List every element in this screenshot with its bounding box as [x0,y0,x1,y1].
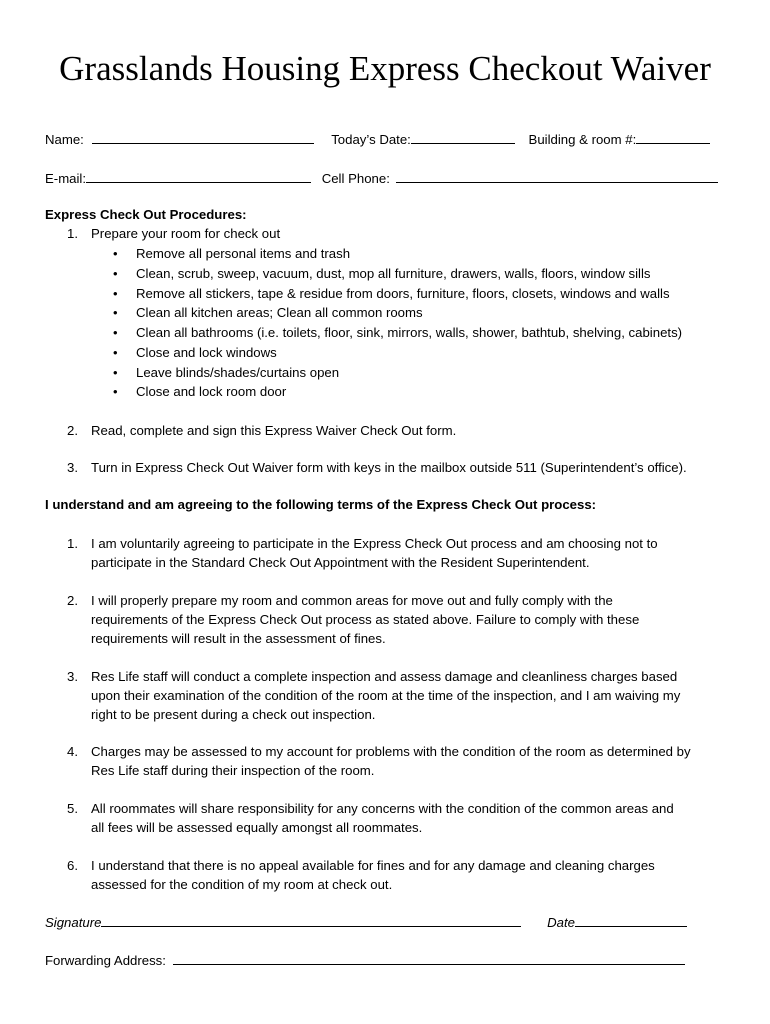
page-title: Grasslands Housing Express Checkout Waiver [59,49,711,88]
term-number: 5. [67,801,78,816]
term-number: 3. [67,669,78,684]
bullet-icon: • [113,246,118,261]
term-text [91,856,731,894]
term-line: Res Life staff during their inspection of the room. [91,763,375,778]
step-text: Turn in Express Check Out Waiver form with keys in the mailbox outside 511 (Superintendent’s office). [91,460,687,475]
email-field[interactable] [86,169,311,183]
bullet-icon: • [113,384,118,399]
building-label: Building & room #: [528,132,637,147]
term-line: assessed for the condition of my room at check out. [91,877,393,892]
date-field[interactable] [411,130,515,144]
term-line: all fees will be assessed equally amongst all roommates. [91,820,423,835]
phone-label: Cell Phone: [321,171,390,186]
bullet-icon: • [113,305,118,320]
signature-row [45,913,687,932]
term-line: right to be present during a check out inspection. [91,707,376,722]
terms-heading: I understand and am agreeing to the following terms of the Express Check Out process: [45,497,597,512]
list-item: Close and lock windows [136,345,277,360]
list-item: Close and lock room door [136,384,287,399]
term-line: Res Life staff will conduct a complete inspection and assess damage and cleanliness charges based [91,669,678,684]
list-item: Remove all stickers, tape & residue from doors, furniture, floors, closets, windows and walls [136,286,670,301]
info-row-2 [45,169,718,188]
cell-phone-field[interactable] [396,169,718,183]
list-item: Remove all personal items and trash [136,246,351,261]
term-line: upon their examination of the condition of the room at the time of the inspection, and I am waiving my [91,688,681,703]
term-number: 4. [67,744,78,759]
term-text [91,534,731,572]
bullet-icon: • [113,286,118,301]
step-number: 1. [67,226,78,241]
forwarding-row [45,951,685,970]
term-number: 2. [67,593,78,608]
term-number: 6. [67,858,78,873]
term-text [91,667,731,724]
term-line: requirements of the Express Check Out process as stated above. Failure to comply with these [91,612,640,627]
forwarding-label: Forwarding Address: [45,953,166,968]
term-text [91,591,731,648]
term-line: I understand that there is no appeal available for fines and for any damage and cleaning charges [91,858,655,873]
signature-date-field[interactable] [575,913,687,927]
term-line: All roommates will share responsibility for any concerns with the condition of the common areas and [91,801,674,816]
procedures-heading: Express Check Out Procedures: [45,207,247,222]
term-number: 1. [67,536,78,551]
step-text: Read, complete and sign this Express Waiver Check Out form. [91,423,457,438]
term-line: Charges may be assessed to my account for problems with the condition of the room as determined by [91,744,691,759]
email-label: E-mail: [45,171,87,186]
list-item: Clean all bathrooms (i.e. toilets, floor, sink, mirrors, walls, shower, bathtub, shelving, cabinets) [136,325,683,340]
term-line: participate in the Standard Check Out Appointment with the Resident Superintendent. [91,555,590,570]
bullet-icon: • [113,325,118,340]
bullet-icon: • [113,365,118,380]
list-item: Leave blinds/shades/curtains open [136,365,340,380]
term-text [91,799,731,837]
name-field[interactable] [92,130,314,144]
step-number: 3. [67,460,78,475]
step-number: 2. [67,423,78,438]
info-row-1 [45,130,710,149]
term-text [91,742,731,780]
term-line: requirements will result in the assessment of fines. [91,631,386,646]
term-line: I am voluntarily agreeing to participate in the Express Check Out process and am choosing not to [91,536,658,551]
step-text: Prepare your room for check out [91,226,281,241]
list-item: Clean all kitchen areas; Clean all common rooms [136,305,423,320]
name-label: Name: [45,132,84,147]
date-label: Today’s Date: [331,132,411,147]
signature-field[interactable] [101,913,521,927]
list-item: Clean, scrub, sweep, vacuum, dust, mop all furniture, drawers, walls, floors, window sills [136,266,651,281]
signature-label: Signature [45,915,102,930]
signature-date-label: Date [547,915,575,930]
bullet-icon: • [113,266,118,281]
building-room-field[interactable] [636,130,710,144]
forwarding-address-field[interactable] [173,951,685,965]
term-line: I will properly prepare my room and common areas for move out and fully comply with the [91,593,613,608]
bullet-icon: • [113,345,118,360]
